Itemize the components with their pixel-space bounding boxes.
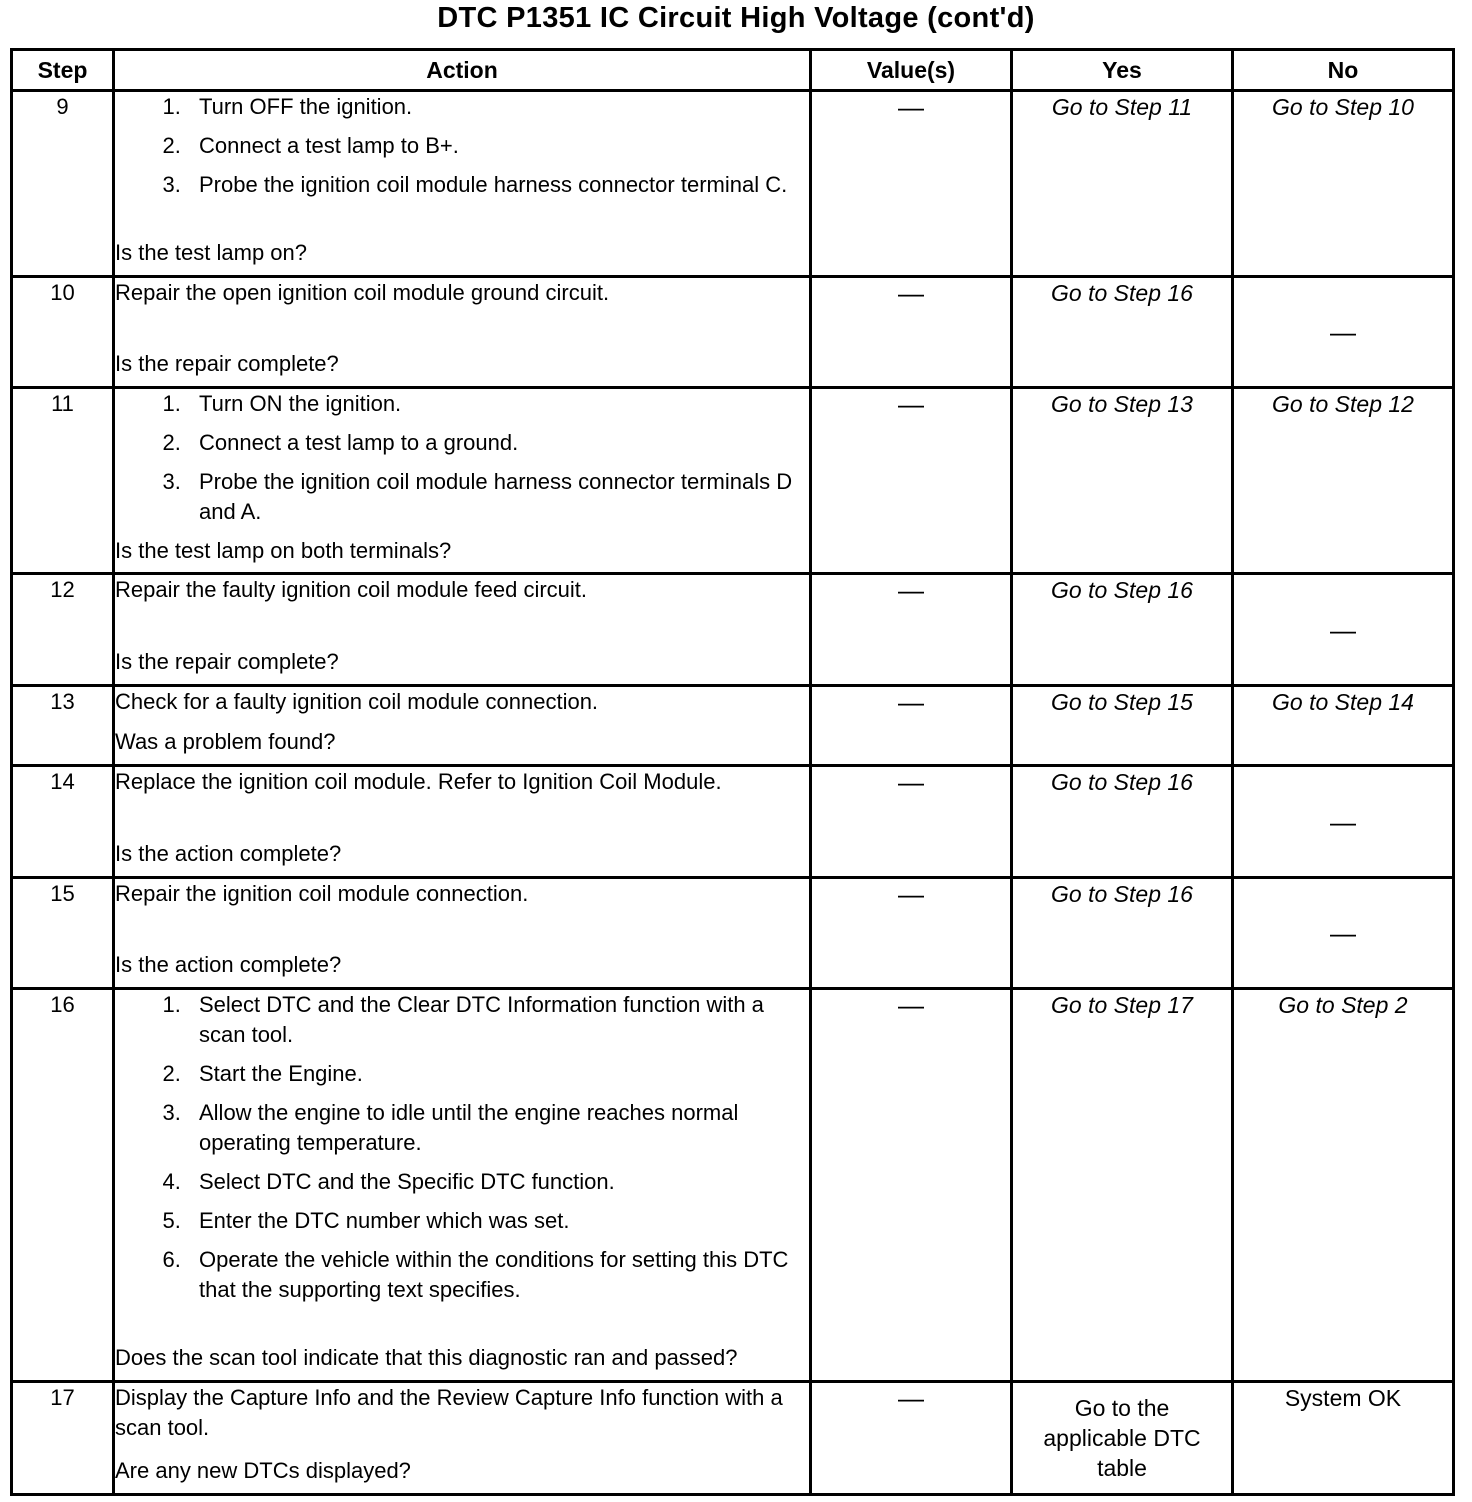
procedure-step: 3. Probe the ignition coil module harness connector terminals D and A. — [187, 467, 809, 527]
yes-cell: Go to the applicable DTC table — [1012, 1382, 1233, 1495]
no-cell: Go to Step 2 — [1233, 989, 1454, 1382]
action-text: Repair the faulty ignition coil module feed circuit. — [115, 577, 588, 602]
table-row — [12, 388, 1454, 574]
step-number: 16 — [12, 989, 114, 1382]
value-cell: — — [811, 989, 1012, 1382]
header-no: No — [1233, 50, 1454, 91]
step-number: 17 — [12, 1382, 114, 1495]
header-row — [12, 50, 1454, 91]
action-text: Replace the ignition coil module. Refer to Ignition Coil Module. — [115, 769, 722, 794]
table-row — [12, 277, 1454, 388]
value-cell: — — [811, 91, 1012, 277]
action-question: Is the action complete? — [115, 952, 342, 977]
yes-cell: Go to Step 16 — [1012, 574, 1233, 686]
action-question: Is the test lamp on both terminals? — [115, 538, 452, 563]
action-question: Is the action complete? — [115, 841, 342, 866]
no-cell: Go to Step 12 — [1233, 388, 1454, 574]
procedure-list — [115, 92, 809, 200]
action-text: Check for a faulty ignition coil module connection. — [115, 689, 599, 714]
header-action: Action — [114, 50, 811, 91]
procedure-step: 2. Start the Engine. — [187, 1059, 809, 1089]
procedure-step: 1. Turn ON the ignition. — [187, 389, 809, 419]
action-cell — [114, 989, 811, 1382]
procedure-step: 3. Allow the engine to idle until the engine reaches normal operating temperature. — [187, 1098, 809, 1158]
action-cell — [114, 574, 811, 686]
step-number: 15 — [12, 878, 114, 989]
table-row — [12, 766, 1454, 878]
action-question: Is the repair complete? — [115, 351, 339, 376]
action-cell — [114, 91, 811, 277]
no-cell: System OK — [1233, 1382, 1454, 1495]
diagnostic-table — [10, 48, 1455, 1496]
action-cell — [114, 766, 811, 878]
no-cell: — — [1233, 766, 1454, 878]
no-cell: — — [1233, 574, 1454, 686]
yes-cell: Go to Step 13 — [1012, 388, 1233, 574]
action-text: Repair the open ignition coil module ground circuit. — [115, 280, 610, 305]
no-cell: — — [1233, 878, 1454, 989]
table-row — [12, 878, 1454, 989]
action-cell — [114, 388, 811, 574]
yes-cell: Go to Step 17 — [1012, 989, 1233, 1382]
yes-cell: Go to Step 15 — [1012, 686, 1233, 766]
page-title: DTC P1351 IC Circuit High Voltage (cont'd) — [437, 2, 1035, 34]
value-cell: — — [811, 574, 1012, 686]
action-question: Does the scan tool indicate that this diagnostic ran and passed? — [115, 1345, 738, 1370]
table-row — [12, 91, 1454, 277]
no-cell: Go to Step 14 — [1233, 686, 1454, 766]
action-question: Was a problem found? — [115, 729, 336, 754]
yes-cell: Go to Step 16 — [1012, 277, 1233, 388]
value-cell: — — [811, 766, 1012, 878]
procedure-step: 1. Turn OFF the ignition. — [187, 92, 809, 122]
action-question: Are any new DTCs displayed? — [115, 1458, 411, 1483]
step-number: 13 — [12, 686, 114, 766]
table-row — [12, 686, 1454, 766]
procedure-step: 3. Probe the ignition coil module harness connector terminal C. — [187, 170, 809, 200]
yes-cell: Go to Step 16 — [1012, 878, 1233, 989]
action-cell — [114, 878, 811, 989]
value-cell: — — [811, 388, 1012, 574]
table-row — [12, 1382, 1454, 1495]
yes-cell: Go to Step 11 — [1012, 91, 1233, 277]
procedure-step: 5. Enter the DTC number which was set. — [187, 1206, 809, 1236]
step-number: 12 — [12, 574, 114, 686]
yes-cell: Go to Step 16 — [1012, 766, 1233, 878]
action-text: Repair the ignition coil module connection. — [115, 881, 529, 906]
value-cell: — — [811, 1382, 1012, 1495]
procedure-step: 6. Operate the vehicle within the conditions for setting this DTC that the supporting text specifies. — [187, 1245, 809, 1305]
header-values: Value(s) — [811, 50, 1012, 91]
step-number: 10 — [12, 277, 114, 388]
procedure-step: 1. Select DTC and the Clear DTC Information function with a scan tool. — [187, 990, 809, 1050]
action-cell — [114, 686, 811, 766]
action-text: Display the Capture Info and the Review Capture Info function with a scan tool. — [115, 1385, 783, 1440]
header-yes: Yes — [1012, 50, 1233, 91]
header-step: Step — [12, 50, 114, 91]
value-cell: — — [811, 277, 1012, 388]
action-question: Is the repair complete? — [115, 649, 339, 674]
procedure-step: 2. Connect a test lamp to B+. — [187, 131, 809, 161]
step-number: 14 — [12, 766, 114, 878]
table-row — [12, 574, 1454, 686]
procedure-list — [115, 389, 809, 527]
step-number: 11 — [12, 388, 114, 574]
procedure-list — [115, 990, 809, 1305]
action-question: Is the test lamp on? — [115, 240, 307, 265]
no-cell: Go to Step 10 — [1233, 91, 1454, 277]
action-cell — [114, 1382, 811, 1495]
step-number: 9 — [12, 91, 114, 277]
value-cell: — — [811, 686, 1012, 766]
procedure-step: 4. Select DTC and the Specific DTC function. — [187, 1167, 809, 1197]
action-cell — [114, 277, 811, 388]
value-cell: — — [811, 878, 1012, 989]
procedure-step: 2. Connect a test lamp to a ground. — [187, 428, 809, 458]
no-cell: — — [1233, 277, 1454, 388]
table-row — [12, 989, 1454, 1382]
